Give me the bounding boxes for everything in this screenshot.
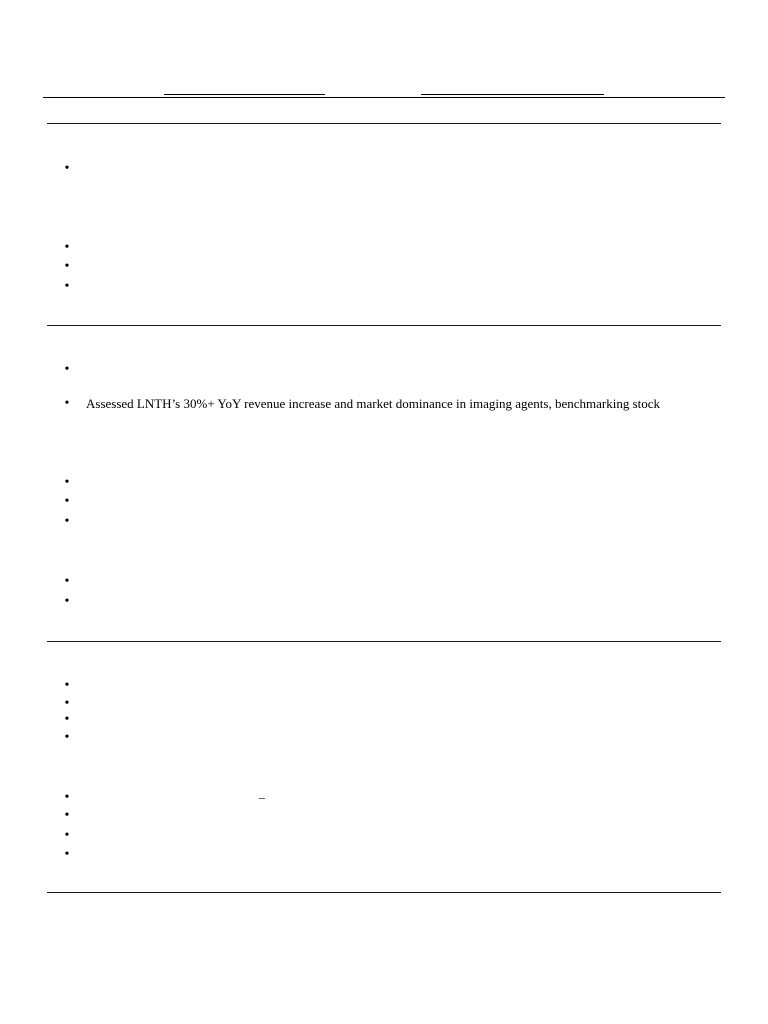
bullet-glyph: • xyxy=(64,712,70,727)
header-blank-left xyxy=(164,94,325,95)
bullet-glyph: • xyxy=(64,730,70,745)
bullet-glyph: • xyxy=(64,161,70,176)
section-3-rule xyxy=(47,641,721,642)
bullet-glyph: • xyxy=(64,259,70,274)
bullet-glyph: • xyxy=(64,678,70,693)
bullet-glyph: • xyxy=(64,696,70,711)
header-rule xyxy=(43,97,725,98)
section-1-rule xyxy=(47,123,721,124)
bullet-glyph: • xyxy=(64,847,70,862)
bullet-glyph: • xyxy=(64,828,70,843)
bullet-glyph: • xyxy=(64,594,70,609)
section-4-rule xyxy=(47,892,721,893)
bullet-glyph: • xyxy=(64,279,70,294)
bullet-glyph: • xyxy=(64,362,70,377)
bullet-glyph: • xyxy=(64,574,70,589)
header-blank-right xyxy=(421,94,604,95)
bullet-glyph: • xyxy=(64,494,70,509)
bullet-glyph: • xyxy=(64,240,70,255)
bullet-text-lnth-revenue: Assessed LNTH’s 30%+ YoY revenue increase and market dominance in imaging agents, benchmarking stock xyxy=(86,396,661,411)
bullet-glyph: • xyxy=(64,396,70,411)
bullet-glyph: • xyxy=(64,790,70,805)
dash-mark: – xyxy=(259,790,265,804)
bullet-glyph: • xyxy=(64,514,70,529)
section-2-rule xyxy=(47,325,721,326)
bullet-glyph: • xyxy=(64,808,70,823)
bullet-glyph: • xyxy=(64,475,70,490)
